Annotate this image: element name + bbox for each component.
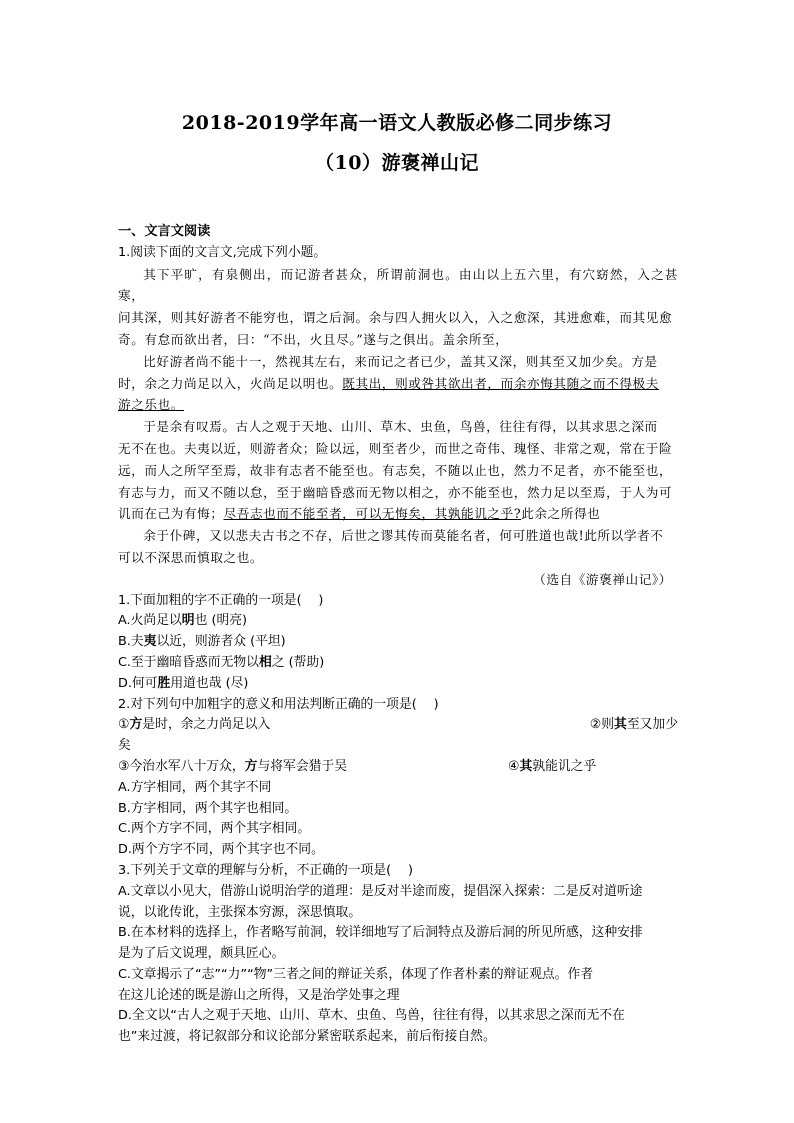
passage-line: 于是余有叹焉。古人之观于天地、山川、草木、虫鱼，鸟兽，往往有得，以其求思之深而: [143, 419, 658, 435]
sentence-row: [118, 757, 678, 778]
option-a: A.方字相同，两个其字不同: [118, 779, 272, 795]
bold-char: 方: [129, 717, 143, 733]
passage-text: 时，余之力尚足以入，火尚足以明也。: [118, 375, 343, 391]
passage-line: 无不在也。夫夷以近，则游者众；险以远，则至者少，而世之奇伟、瑰怪、非常之观，常在于险: [118, 440, 673, 456]
sentence-item-4: [508, 757, 596, 778]
page-subtitle: （10）游褒禅山记: [315, 152, 479, 174]
passage-line: 其下平旷，有泉侧出，而记游者甚众，所谓前洞也。由山以上五六里，有穴窈然，入之甚寒，: [118, 266, 678, 304]
bold-char: 方: [244, 758, 258, 774]
bold-char: 胜: [157, 675, 171, 691]
page-title: 2018-2019学年高一语文人教版必修二同步练习: [181, 112, 613, 134]
item-text: ①: [118, 717, 130, 733]
passage-line: 可以不深思而慎取之也。: [118, 549, 264, 565]
sentence-continuation: 矣: [118, 738, 131, 754]
section-heading: 一、文言文阅读: [118, 224, 211, 239]
item-text: ④: [508, 758, 520, 774]
classical-passage: [118, 264, 678, 591]
question-stem: 3.下列关于文章的理解与分析，不正确的一项是( ): [118, 862, 413, 878]
item-text: 是时，余之力尚足以入: [142, 717, 271, 733]
passage-text: 讥而在己为有悔；: [118, 506, 224, 522]
option-text: C.至于幽暗昏惑而无物以: [118, 654, 259, 670]
option-c: [118, 653, 678, 674]
option-a-cont: 说，以讹传讹，主张探本穷源，深思慎取。: [118, 904, 362, 920]
bold-char: 明: [181, 613, 195, 629]
passage-text: 此余之所得也: [521, 506, 601, 522]
underlined-sentence: 尽吾志也而不能至者，可以无悔矣，其孰能讥之乎?: [223, 506, 522, 522]
item-text: 至又加少: [626, 717, 678, 733]
reading-instruction: 1.阅读下面的文言文,完成下列小题。: [118, 244, 327, 260]
passage-line: 余于仆碑，又以悲夫古书之不存，后世之谬其传而莫能名者，何可胜道也哉!此所以学者不: [143, 528, 664, 544]
sentence-item-2: [590, 715, 678, 736]
option-text: A.火尚足以: [118, 613, 182, 629]
option-d-cont: 也”来过渡，将记叙部分和议论部分紧密联系起来，前后衔接自然。: [118, 1029, 496, 1045]
passage-line: 问其深，则其好游者不能穷也，谓之后洞。余与四人拥火以入，入之愈深，其进愈难，而其见愈: [118, 310, 673, 326]
bold-char: 其: [519, 758, 533, 774]
sentence-row: [118, 715, 678, 736]
passage-source: （选自《游褒禅山记》）: [533, 571, 672, 587]
passage-line: [118, 503, 678, 525]
option-a: A.文章以小见大，借游山说明治学的道理：是反对半途而废，提倡深入探索：二是反对道听途: [118, 883, 643, 899]
question-stem: 1.下面加粗的字不正确的一项是( ): [118, 592, 324, 608]
option-text: 之 (帮助): [271, 654, 325, 670]
bold-char: 夷: [143, 634, 157, 650]
option-b-cont: 是为了后文说理，颇具匠心。: [118, 946, 285, 962]
item-text: ③今治水军八十万众，: [118, 758, 245, 774]
option-b: B.方字相同，两个其字也相同。: [118, 800, 298, 816]
item-text: 与将军会猎于吴: [257, 758, 348, 774]
passage-line: 奇。有怠而欲出者，曰：“不出，火且尽。”遂与之俱出。盖余所至，: [118, 331, 509, 347]
option-c: C.两个方字不同，两个其字相同。: [118, 821, 311, 837]
passage-line: 远，而人之所罕至焉，故非有志者不能至也。有志矣，不随以止也，然力不足者，亦不能至也，: [118, 462, 673, 478]
option-text: 以近，则游者众 (平坦): [156, 634, 286, 650]
question-stem: 2.对下列句中加粗字的意义和用法判断正确的一项是( ): [118, 696, 439, 712]
passage-line: 有志与力，而又不随以怠，至于幽暗昏惑而无物以相之，亦不能至也，然力足以至焉，于人为可: [118, 484, 673, 500]
option-text: D.何可: [118, 675, 158, 691]
bold-char: 相: [258, 654, 272, 670]
sentence-item-3: [118, 757, 508, 778]
bold-char: 其: [614, 717, 627, 733]
option-text: 用道也哉 (尽): [170, 675, 249, 691]
passage-line: [118, 394, 678, 416]
option-b: B.在本材料的选择上，作者略写前洞，较详细地写了后洞特点及游后洞的所见所感，这种安排: [118, 925, 643, 941]
option-d: D.两个方字不同，两个其字也不同。: [118, 842, 324, 858]
option-c-cont: 在这儿论述的既是游山之所得，又是治学处事之理: [118, 987, 400, 1003]
question-3: [118, 861, 678, 1048]
document-body: [118, 222, 678, 1048]
question-2: [118, 695, 678, 861]
option-text: 也 (明亮): [194, 613, 248, 629]
option-text: B.夫: [118, 634, 144, 650]
passage-line: [118, 373, 678, 395]
option-b: [118, 632, 678, 653]
item-text: ②则: [589, 717, 615, 733]
option-c: C.文章揭示了“志”“力”“物”三者之间的辩证关系，体现了作者朴素的辩证观点。作者: [118, 966, 594, 982]
passage-line: 比好游者尚不能十一，然视其左右，来而记之者已少，盖其又深，则其至又加少矣。方是: [143, 353, 658, 369]
item-text: 孰能讥之乎: [532, 758, 597, 774]
option-a: [118, 611, 678, 632]
underlined-sentence: 游之乐也。: [118, 397, 184, 413]
option-d: D.全文以“古人之观于天地、山川、草木、虫鱼、鸟兽，往往有得，以其求思之深而无不在: [118, 1008, 625, 1024]
question-1: [118, 591, 678, 695]
underlined-sentence: 既其出，则或咎其欲出者，而余亦悔其随之而不得极夫: [342, 375, 659, 391]
sentence-item-1: [118, 715, 270, 736]
option-d: [118, 674, 678, 695]
